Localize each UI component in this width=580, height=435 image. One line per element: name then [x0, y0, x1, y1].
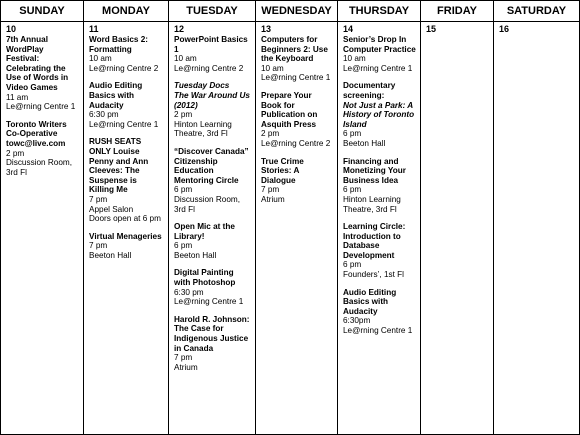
- event-title: Prepare Your Book for Publication on Asquith Press: [261, 90, 318, 129]
- event-detail: 6:30 pm: [174, 287, 204, 297]
- event-detail: 2 pm: [261, 129, 280, 139]
- weekday-header: FRIDAY: [421, 1, 494, 21]
- event-detail: Beeton Hall: [89, 250, 132, 260]
- event-detail: 10 am: [89, 54, 112, 64]
- calendar-event: [174, 222, 251, 260]
- calendar-event: [343, 288, 416, 336]
- event-detail: 2 pm: [6, 148, 25, 158]
- day-number: 13: [261, 24, 272, 34]
- event-detail: 6 pm: [174, 241, 193, 251]
- event-title: 7th Annual WordPlay Festival: Celebrating the Use of Words in Video Games: [6, 35, 69, 92]
- event-detail: Le@rning Centre 1: [343, 63, 413, 73]
- event-title: Word Basics 2: Formatting: [89, 35, 148, 54]
- calendar-event: [174, 268, 251, 306]
- calendar-event: [343, 81, 416, 148]
- event-detail: 6 pm: [343, 129, 362, 139]
- event-detail: 7 pm: [89, 194, 108, 204]
- event-detail: Le@rning Centre 2: [174, 63, 244, 73]
- event-detail: Le@rning Centre 1: [261, 73, 331, 83]
- event-title: Harold R. Johnson: The Case for Indigenous Justice in Canada: [174, 314, 250, 353]
- event-detail: 7 pm: [174, 353, 193, 363]
- event-detail: 11 am: [6, 92, 29, 102]
- event-title: “Discover Canada” Citizenship Education Mentoring Circle: [174, 146, 249, 185]
- event-detail: Atrium: [261, 194, 285, 204]
- event-detail: 6 pm: [174, 185, 193, 195]
- event-detail: 10 am: [343, 54, 366, 64]
- calendar-event: [89, 137, 164, 223]
- event-detail: Le@rning Centre 1: [174, 297, 244, 307]
- calendar-event: [89, 35, 164, 73]
- event-detail: Le@rning Centre 1: [89, 119, 159, 129]
- event-detail: 7 pm: [261, 185, 280, 195]
- event-detail: Doors open at 6 pm: [89, 214, 161, 224]
- calendar-event: [343, 222, 416, 280]
- event-title: True Crime Stories: A Dialogue: [261, 156, 304, 185]
- weekday-header: SATURDAY: [506, 5, 567, 17]
- event-detail: Founders’, 1st Fl: [343, 270, 404, 280]
- event-detail: Le@rning Centre 2: [89, 63, 159, 73]
- event-detail: 6:30pm: [343, 316, 371, 326]
- event-detail: 7 pm: [89, 241, 108, 251]
- weekday-header: THURSDAY: [338, 1, 421, 21]
- event-title: Digital Painting with Photoshop: [174, 268, 236, 288]
- day-cell: [338, 22, 421, 434]
- event-detail: Discussion Room, 3rd Fl: [6, 158, 72, 177]
- day-cell: [256, 22, 338, 434]
- calendar-event: [343, 35, 416, 73]
- calendar-event: [343, 157, 416, 215]
- day-cell: [1, 22, 84, 434]
- event-title: Audio Editing Basics with Audacity: [343, 287, 397, 316]
- event-title: RUSH SEATS ONLY Louise Penny and Ann Cleeves: The Suspense is Killing Me: [89, 137, 149, 195]
- event-title: Audio Editing Basics with Audacity: [89, 81, 143, 110]
- event-title: Documentary screening:: [343, 81, 396, 100]
- calendar-event: [174, 147, 251, 214]
- event-detail: 6:30 pm: [89, 110, 119, 120]
- event-title: PowerPoint Basics 1: [174, 35, 248, 54]
- event-detail: 6 pm: [343, 260, 362, 270]
- event-detail: 10 am: [261, 63, 284, 73]
- day-number: 14: [343, 24, 354, 34]
- calendar-event: [174, 35, 251, 73]
- day-number: 15: [426, 24, 437, 34]
- event-title: Open Mic at the Library!: [174, 222, 235, 241]
- calendar-event: [261, 35, 333, 83]
- event-title: Financing and Monetizing Your Business Idea: [343, 156, 406, 185]
- day-cell: [494, 22, 579, 434]
- event-detail: 6 pm: [343, 185, 362, 195]
- event-title: Not Just a Park: A History of Toronto Island: [343, 100, 415, 129]
- event-title: Tuesday Docs: [174, 81, 230, 91]
- calendar-event: [6, 35, 79, 112]
- day-number: 11: [89, 24, 99, 34]
- day-cell: [169, 22, 256, 434]
- calendar-event: [89, 81, 164, 129]
- event-title: Senior’s Drop In Computer Practice: [343, 35, 416, 54]
- event-title: The War Around Us (2012): [174, 90, 250, 110]
- event-title: Computers for Beginners 2: Use the Keyboard: [261, 35, 328, 64]
- event-detail: Appel Salon: [89, 204, 134, 214]
- event-detail: Le@rning Centre 1: [343, 326, 413, 336]
- event-detail: 10 am: [174, 54, 197, 64]
- event-detail: Atrium: [174, 362, 198, 372]
- calendar-event: [261, 91, 333, 149]
- event-detail: Beeton Hall: [174, 250, 217, 260]
- day-cell: [421, 22, 494, 434]
- event-title: Learning Circle: Introduction to Database Development: [343, 222, 406, 260]
- event-detail: 2 pm: [174, 110, 193, 120]
- event-detail: Hinton Learning Theatre, 3rd Fl: [343, 194, 401, 214]
- event-detail: Le@rning Centre 1: [6, 102, 76, 112]
- day-number: 12: [174, 24, 185, 34]
- calendar-event: [89, 232, 164, 261]
- calendar-event: [174, 315, 251, 373]
- event-detail: Discussion Room, 3rd Fl: [174, 194, 240, 214]
- weekday-header: SUNDAY: [1, 1, 84, 21]
- event-detail: Beeton Hall: [343, 138, 386, 148]
- weekday-header: WEDNESDAY: [256, 1, 338, 21]
- day-number: 10: [6, 24, 17, 34]
- calendar-event: [6, 120, 79, 178]
- calendar-event: [261, 157, 333, 205]
- week-row: [1, 22, 579, 434]
- event-detail: Le@rning Centre 2: [261, 138, 331, 148]
- calendar-event: [174, 81, 251, 139]
- weekday-header: TUESDAY: [169, 1, 256, 21]
- event-title: Toronto Writers Co-Operative towc@live.com: [6, 119, 67, 148]
- event-title: Virtual Menageries: [89, 231, 162, 241]
- weekday-header: MONDAY: [84, 1, 169, 21]
- event-detail: Hinton Learning Theatre, 3rd Fl: [174, 119, 232, 139]
- weekday-header-row: [1, 1, 579, 22]
- day-number: 16: [499, 24, 510, 34]
- day-cell: [84, 22, 169, 434]
